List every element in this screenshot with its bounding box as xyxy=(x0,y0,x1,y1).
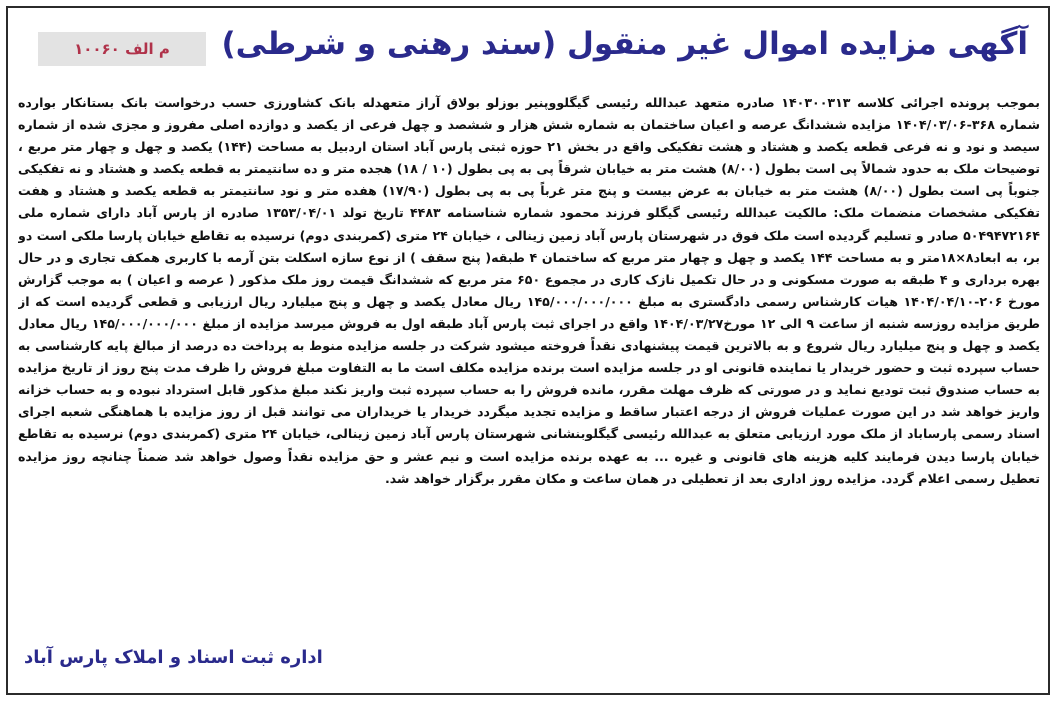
notice-code-badge xyxy=(38,32,206,66)
notice-code: م الف ۱۰۰۶۰ xyxy=(74,40,170,58)
notice-body-text: بموجب پرونده اجرائی کلاسه ۱۴۰۳۰۰۳۱۳ صادره متعهد عبدالله رئیسی گیگلووپنیر بوزلو بولاق آراز متعهدله بانک کشاورزی حسب درخواست بانک بستانکار بوارده شماره ۳۶۸-۱۴۰۴/۰۳/۰۶ مزایده ششدانگ عرصه و اعیان ساختمان به شماره شش هزار و ششصد و چهل فرعی از یکصد و دوازده اصلی مفروز و مجزی شده از شماره سیصد و نود و نه فرعی قطعه یکصد و هشتاد و هشت تفکیکی واقع در بخش ۲۱ حوزه ثبتی پارس آباد استان اردبیل به مساحت (۱۴۴) یکصد و چهل و چهار متر مربع ، توضیحات ملک به حدود شمالاً پی است بطول (۸/۰۰) هشت متر به خیابان شرقاً پی به پی بطول (۱۰ / ۱۸) هجده متر و ده سانتیمتر به قطعه یکصد و هشتاد و نه تفکیکی جنوباً پی است بطول (۸/۰۰) هشت متر به خیابان به عرض بیست و پنج متر غرباً پی به پی بطول (۱۷/۹۰) هفده متر و نود سانتیمتر به قطعه یکصد و هشتاد و هفت تفکیکی مشخصات منضمات ملک: مالکیت عبدالله رئیسی گیگلو فرزند محمود شماره شناسنامه ۴۴۸۳ تاریخ تولد ۱۳۵۳/۰۴/۰۱ صادره از پارس آباد دارای شماره ملی ۵۰۴۹۴۷۲۱۶۴ صادر و تسلیم گردیده است ملک فوق در شهرستان پارس آباد زمین زینالی ، خیابان ۲۴ متری (کمربندی دوم) نرسیده به تقاطع خیابان پارسا ملکی است دو بر، به ابعاد۸×۱۸متر و به مساحت ۱۴۴ یکصد و چهل و چهار متر مربع که ساختمان ۴ طبقه( پنج سقف ) از نوع سازه اسکلت بتن آرمه با کاربری همکف تجاری و در حال بهره برداری و ۴ طبقه به صورت مسکونی و در حال تکمیل نازک کاری در مجموع ۶۵۰ متر مربع که ششدانگ قیمت روز ملک مذکور ( عرصه و اعیان ) به موجب گزارش مورخ ۲۰۶-۱۴۰۴/۰۴/۱۰ هیات کارشناس رسمی دادگستری به مبلغ ۱۴۵/۰۰۰/۰۰۰/۰۰۰ ریال معادل یکصد و چهل و پنج میلیارد ریال ارزیابی و قطعی گردیده است که از طریق مزایده روزسه شنبه از ساعت ۹ الی ۱۲ مورخ۱۴۰۴/۰۳/۲۷ واقع در اجرای ثبت پارس آباد طبقه اول به فروش میرسد مزایده از مبلغ ۱۴۵/۰۰۰/۰۰۰/۰۰۰ ریال معادل یکصد و چهل و پنج میلیارد ریال شروع و به بالاترین قیمت پیشنهادی نقداً فروخته میشود شرکت در جلسه مزایده منوط به پرداخت ده درصد از مبالغ پایه کارشناسی به حساب سپرده ثبت و حضور خریدار یا نماینده قانونی او در جلسه مزایده است برنده مزایده مکلف است ما به التفاوت مبلغ فروش را ظرف مدت پنج روز از تاریخ مزایده به حساب صندوق ثبت توديع نماید و در صورتی که ظرف مهلت مقرر، مانده فروش را به حساب سپرده ثبت واریز نکند مبلغ مذکور قابل استرداد نبوده و به حساب خزانه واریز خواهد شد در این صورت عملیات فروش از درجه اعتبار ساقط و مزایده تجدید میگردد خریدار یا خریداران می توانند قبل از روز مزایده با هماهنگی شعبه اجرای اسناد رسمی پارساباد از ملک مورد ارزیابی متعلق به عبدالله رئیسی گیگلوبنشانی شهرستان پارس آباد زمین زینالی، خیابان ۲۴ متری (کمربندی دوم) نرسیده به تقاطع خیابان پارسا دیدن فرمایند کلیه هزینه های قانونی و غیره ... به عهده برنده مزایده است و نیم عشر و حق مزایده نقداً وصول خواهد شد ضمناً چنانچه روز مزایده تعطیل رسمی اعلام گردد. مزایده روز اداری بعد از تعطیلی در همان ساعت و مکان مقرر برگزار خواهد شد. xyxy=(18,95,1040,486)
notice-title: آگهی مزایده اموال غیر منقول (سند رهنی و شرطی) xyxy=(221,26,1028,62)
issuer-signature: اداره ثبت اسناد و املاک پارس آباد xyxy=(24,647,323,668)
